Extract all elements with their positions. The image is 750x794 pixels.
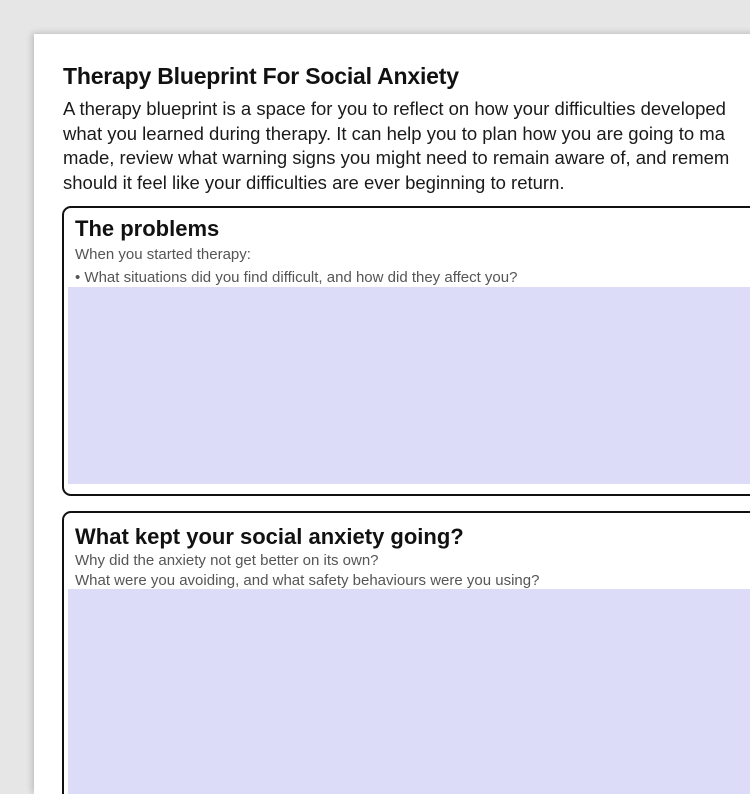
- section-prompt: Why did the anxiety not get better on its own?: [75, 552, 379, 569]
- answer-field-the-problems[interactable]: [68, 287, 750, 484]
- intro-line: what you learned during therapy. It can help you to plan how you are going to ma: [63, 122, 725, 144]
- answer-field-what-kept-anxiety-going[interactable]: [68, 589, 750, 794]
- section-prompt-bullet: • What situations did you find difficult, and how did they affect you?: [75, 269, 518, 286]
- intro-line: made, review what warning signs you might need to remain aware of, and remem: [63, 147, 730, 168]
- intro-paragraph: [63, 97, 750, 195]
- section-what-kept-anxiety-going: [62, 511, 750, 794]
- document-title: Therapy Blueprint For Social Anxiety: [63, 63, 459, 89]
- section-prompt: What were you avoiding, and what safety behaviours were you using?: [75, 572, 540, 589]
- section-the-problems: [62, 206, 750, 496]
- worksheet-page: [34, 34, 750, 794]
- section-prompt: When you started therapy:: [75, 246, 251, 263]
- intro-line: A therapy blueprint is a space for you to reflect on how your difficulties developed: [63, 98, 726, 119]
- section-heading: What kept your social anxiety going?: [75, 524, 464, 549]
- intro-line: should it feel like your difficulties are ever beginning to return.: [63, 171, 565, 193]
- section-heading: The problems: [75, 216, 220, 241]
